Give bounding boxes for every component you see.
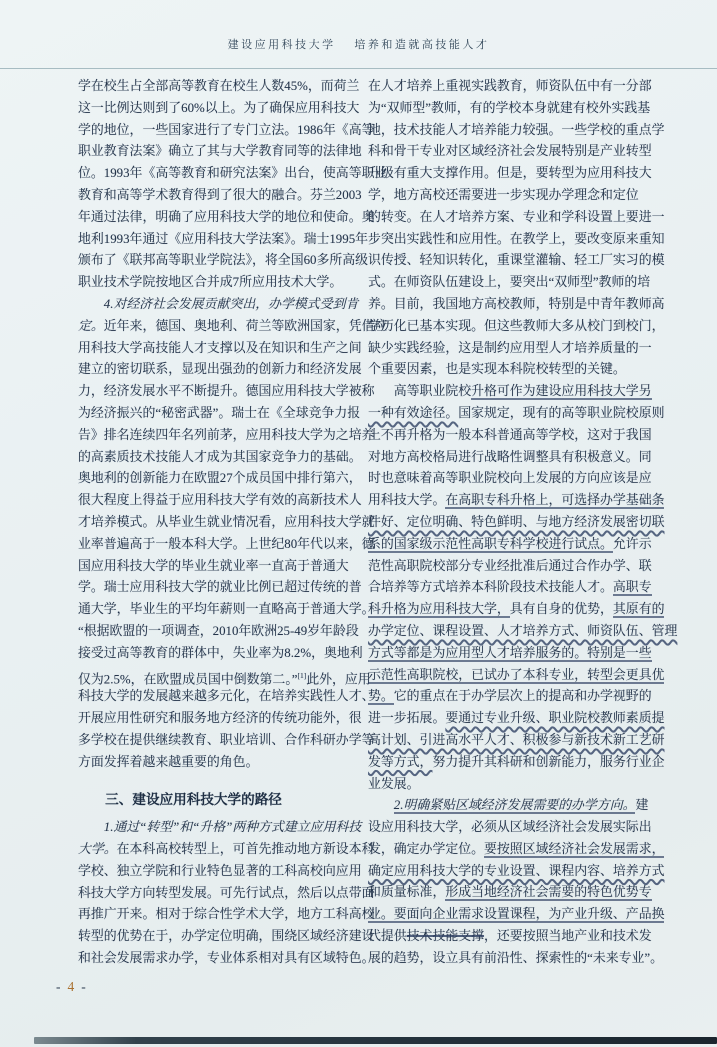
text-line <box>368 556 660 578</box>
text-line <box>368 120 665 142</box>
text-line <box>78 185 362 207</box>
text-segment: 式。在师资队伍建设上，要突出“双师型”教师的培 <box>368 275 651 290</box>
text-line <box>368 774 660 796</box>
text-line <box>78 665 371 687</box>
text-line <box>368 599 665 621</box>
text-line <box>368 403 665 425</box>
text-segment: 业发展。 <box>368 776 420 791</box>
text-line <box>368 643 660 665</box>
text-segment: 进一步拓展。 <box>368 711 446 726</box>
text-segment: 年通过法律，明确了应用科技大学的地位和使命。奥 <box>78 209 375 224</box>
text-line <box>78 403 362 425</box>
pen-underlined-text: 一种有效途径。 <box>368 405 459 420</box>
text-segment: 和质量标准， <box>368 885 446 900</box>
text-segment: 升级有重大支撑作用。但是，要转型为应用科技大 <box>368 166 652 181</box>
text-segment: 范性高职院校部分专业经批准后通过合作办学、联 <box>368 558 652 573</box>
text-line <box>78 98 362 120</box>
pen-underlined-text: 形成当地经济社会需要的特色优势专 <box>445 885 652 900</box>
text-segment: 的高素质技术技能人才成为其国家竞争力的基础。 <box>78 449 362 464</box>
text-segment: 科和骨干专业对区域经济社会发展特别是产业转型 <box>368 144 652 159</box>
text-segment: 用科技大学。 <box>368 493 446 508</box>
text-line <box>368 229 665 251</box>
text-line <box>78 861 362 883</box>
text-line <box>78 381 375 403</box>
pen-underlined-text: 特别是一些 <box>587 645 652 660</box>
text-line <box>368 359 660 381</box>
pen-underlined-text: 确定应用科技大学的专业设置、课程内容、培养方式 <box>368 863 665 878</box>
pen-underlined-text: 件好、定位明确、特色鲜明、与地方经济发展密切联 <box>368 514 665 529</box>
text-segment: 三、建设应用科技大学的路径 <box>78 791 282 807</box>
text-segment: 国家规定，现有的高等职业院校原则 <box>458 405 665 420</box>
text-segment: 的转变。在人才培养方案、专业和学科设置上要进一 <box>368 209 665 224</box>
text-segment: 时也意味着高等职业院校向上发展的方向应该是应 <box>368 471 652 486</box>
text-segment: 用科技大学高技能人才支撑以及在知识和生产之间 <box>78 340 362 355</box>
text-line <box>78 752 362 774</box>
text-segment: “根据欧盟的一项调查，2010年欧洲25-49岁年龄段 <box>78 623 359 638</box>
text-line <box>78 250 369 272</box>
text-segment: 发，确定办学定位。 <box>368 841 485 856</box>
text-segment: 学。瑞士应用科技大学的就业比例已超过传统的普 <box>78 580 362 595</box>
text-line <box>368 272 660 294</box>
text-line <box>368 250 665 272</box>
text-line <box>78 425 375 447</box>
text-segment: 识传授、轻知识转化，重课堂灌输、轻工厂实习的模 <box>368 253 665 268</box>
text-line <box>368 294 665 316</box>
pen-struck-text: 技术技能支撑 <box>406 929 485 944</box>
text-segment: 奥地利的创新能力在欧盟27个成员国中排行第六， <box>78 471 362 486</box>
page-number-suffix: - <box>81 979 87 994</box>
text-line <box>368 861 665 883</box>
text-line <box>368 163 660 185</box>
text-segment: 通大学，毕业生的平均年薪则一直略高于普通大学。 <box>78 602 375 617</box>
text-line <box>78 577 362 599</box>
text-segment: 再推广开来。相对于综合性学术大学，地方工科高校 <box>78 907 375 922</box>
text-segment: 设应用科技大学，必须从区域经济社会发展实际出 <box>368 820 652 835</box>
text-line <box>78 229 369 251</box>
text-line <box>368 468 660 490</box>
text-line <box>78 686 375 708</box>
pen-underlined-text: 科升格为应用科技大学， <box>368 602 510 617</box>
text-line <box>78 468 362 490</box>
text-line <box>368 185 660 207</box>
text-segment: 4.对经济社会发展贡献突出，办学模式受到肯 <box>103 296 359 311</box>
text-line <box>78 447 362 469</box>
text-segment: 多学校在提供继续教育、职业培训、合作科研办学等 <box>78 732 375 747</box>
text-line <box>368 752 665 774</box>
text-segment: 步突出实践性和应用性。在教学上，要改变原来重知 <box>368 231 665 246</box>
pen-underlined-text: 2.明确紧贴区域经济发展需要的办学方向。 <box>393 798 636 813</box>
text-line <box>368 512 665 534</box>
pen-underlined-text: 升格可作为建设应用科技大学另 <box>471 384 652 399</box>
text-line <box>368 447 660 469</box>
text-line <box>78 839 375 861</box>
text-line <box>368 839 665 861</box>
scan-bottom-edge-shadow <box>34 1037 717 1044</box>
text-segment: 对地方高校格局进行战略性调整具有积极意义。同 <box>368 449 652 464</box>
text-segment: 在本科高校转型上，可首先推动地方新设本科 <box>116 842 375 857</box>
text-line <box>78 948 375 970</box>
text-line <box>78 294 362 316</box>
text-segment: 此外，应用 <box>306 671 371 686</box>
pen-underlined-text: 办学定位、课程设置、人才培养方式、师资队伍、管理 <box>368 623 678 638</box>
page-number <box>56 979 87 995</box>
text-segment: 缺少实践经验，这是制约应用型人才培养质量的一 <box>368 340 652 355</box>
text-segment: 很大程度上得益于应用科技大学有效的高新技术人 <box>78 493 362 508</box>
text-line <box>368 708 665 730</box>
text-line <box>368 686 660 708</box>
text-line <box>78 338 362 360</box>
text-segment: 教育和高等学术教育得到了很大的融合。芬兰2003 <box>78 187 362 202</box>
text-line <box>78 207 375 229</box>
text-segment: 职业技术学院按地区合并成7所应用技术大学。 <box>78 275 343 290</box>
pen-underlined-text: 要按照区域经济社会发展需求， <box>484 841 665 856</box>
text-segment: 业率普遍高于一般本科大学。上世纪80年代以来，德 <box>78 536 375 551</box>
running-header: 建设应用科技大学 培养和造就高技能人才 <box>227 39 490 51</box>
text-segment: 仅为2.5%，在欧盟成员国中倒数第二。” <box>78 671 298 686</box>
text-line <box>78 534 375 556</box>
text-segment: 开展应用性研究和服务地方经济的传统功能外，很 <box>78 711 362 726</box>
text-line <box>368 621 678 643</box>
text-segment: 近年来，德国、奥地利、荷兰等欧洲国家，凭借应 <box>103 318 388 333</box>
text-segment: 学在校生占全部高等教育在校生人数45%，而荷兰 <box>78 79 360 93</box>
text-line <box>78 163 388 185</box>
text-segment: 建 <box>635 798 649 813</box>
pen-underlined-text: 系的国家级示范性高职专科学校进行试点。 <box>368 536 613 551</box>
page-number-value: 4 <box>67 979 76 994</box>
text-segment: 颁布了《联邦高等职业学院法》，将全国60多所高级 <box>78 253 369 268</box>
text-segment: 学的地位，一些国家进行了专门立法。1986年《高等 <box>78 122 375 137</box>
text-segment: 告》排名连续四年名列前茅，应用科技大学为之培养 <box>78 427 375 442</box>
text-line <box>368 948 664 970</box>
footnote-marker: [1] <box>297 670 307 680</box>
text-line <box>368 76 660 98</box>
text-line <box>368 316 665 338</box>
text-segment: 接受过高等教育的群体中，失业率为8.2%，奥地利 <box>78 645 363 660</box>
text-segment: 科技大学方向转型发展。可先行试点，然后以点带面 <box>78 885 375 900</box>
text-segment: 具有自身的优势， <box>509 602 613 617</box>
text-segment: 方面发挥着越来越重要的角色。 <box>78 754 259 769</box>
text-segment: 国应用科技大学的毕业生就业率一直高于普通大 <box>78 558 349 573</box>
text-segment: ，还要按照当地产业和技术发 <box>484 929 652 944</box>
text-line <box>78 141 362 163</box>
text-line <box>368 490 665 512</box>
text-segment <box>78 820 104 834</box>
text-segment: 地，技术技能人才培养能力较强。一些学校的重点学 <box>368 122 665 137</box>
text-line <box>78 316 388 338</box>
text-line <box>78 120 375 142</box>
text-line <box>78 883 375 905</box>
text-line <box>78 730 375 752</box>
pen-underlined-text: 在高职专科升格上，可选择办学基础条 <box>445 493 665 508</box>
text-line <box>368 926 660 948</box>
text-line <box>368 338 660 360</box>
text-line <box>78 556 362 578</box>
text-segment: 1.通过“转型”和“升格”两种方式建立应用科技 <box>103 820 362 835</box>
text-line <box>78 512 375 534</box>
text-segment: 才培养模式。从毕业生就业情况看，应用科技大学就 <box>78 514 375 529</box>
text-line <box>368 665 665 687</box>
text-segment: 位。1993年《高等教育和研究法案》出台，使高等职业 <box>78 166 388 181</box>
text-line <box>78 926 375 948</box>
section-heading <box>78 789 362 811</box>
text-segment: 职业教育法案》确立了其与大学教育同等的法律地 <box>78 144 362 159</box>
text-segment <box>368 798 394 812</box>
text-segment: 力，经济发展水平不断提升。德国应用科技大学被称 <box>78 384 375 399</box>
text-line <box>78 359 362 381</box>
text-segment: 在人才培养上重视实践教育，师资队伍中有一分部 <box>368 79 652 93</box>
pen-underlined-text: 其原有的 <box>612 602 665 617</box>
text-segment: 它的重点在于办学层次上的提高和办学视野的 <box>393 689 652 704</box>
pen-underlined-text: 发等方式， <box>368 754 433 769</box>
pen-underlined-text: 高计划、引进高水平人才、积极参与新技术新工艺研 <box>368 732 665 747</box>
text-segment: 合培养等方式培养本科阶段技术技能人才。 <box>368 580 613 595</box>
text-segment: 定。 <box>78 318 104 333</box>
text-segment: 高等职业院校 <box>368 384 472 399</box>
pen-underlined-text: 示范性高职院校，已试办了本科专业，转型会更具优 <box>368 667 665 682</box>
pen-underlined-text: 方式等都是为应用型人才培养服务的。 <box>368 645 588 660</box>
page-number-prefix: - <box>56 979 62 994</box>
header-divider-rule <box>0 68 717 69</box>
text-line <box>78 490 362 512</box>
text-segment: 学历化已基本实现。但这些教师大多从校门到校门， <box>368 318 665 333</box>
text-segment: 个重要因素，也是实现本科院校转型的关键。 <box>368 362 626 377</box>
text-line <box>78 817 362 839</box>
text-segment: 建立的密切联系，显现出强劲的创新力和经济发展 <box>78 362 362 377</box>
pen-underlined-text: 要通过专业升级、职业院校教师素质提 <box>445 711 665 726</box>
text-line <box>368 577 660 599</box>
text-line <box>78 904 375 926</box>
text-segment: 科技大学的发展越来越多元化，在培养实践性人才、 <box>78 689 375 704</box>
text-line <box>78 76 362 98</box>
text-segment: 上不再升格为一般本科普通高等学校，这对于我国 <box>368 427 652 442</box>
text-line <box>368 534 660 556</box>
text-segment: 为“双师型”教师，有的学校本身就建有校外实践基 <box>368 100 651 115</box>
text-segment: 努力提升其科研和创新能力，服务行业企 <box>432 754 665 769</box>
text-line <box>368 904 665 926</box>
text-segment: 代提供 <box>368 929 407 944</box>
right-text-column <box>368 76 678 970</box>
text-line <box>78 272 362 294</box>
text-line <box>368 98 660 120</box>
text-line <box>368 141 660 163</box>
text-line <box>368 730 665 752</box>
pen-underlined-text: 业。要面向企业需求设置课程，为产业升级、产品换 <box>368 907 665 922</box>
text-segment: 转型的优势在于，办学定位明确，围绕区域经济建设 <box>78 929 375 944</box>
text-line <box>368 425 660 447</box>
text-line <box>368 795 660 817</box>
text-line <box>78 621 362 643</box>
text-segment: 允许示 <box>612 536 652 551</box>
text-line <box>78 599 375 621</box>
text-segment: 地利1993年通过《应用科技大学法案》。瑞士1995年 <box>78 231 369 246</box>
text-line <box>78 708 362 730</box>
text-segment: 这一比例达则到了60%以上。为了确保应用科技大 <box>78 100 360 115</box>
text-segment: 和社会发展需求办学，专业体系相对具有区域特色。 <box>78 951 375 966</box>
text-line <box>368 207 665 229</box>
pen-underlined-text: 高职专 <box>612 580 652 595</box>
text-line <box>78 643 362 665</box>
text-segment: 为经济振兴的“秘密武器”。瑞士在《全球竞争力报 <box>78 405 361 420</box>
text-segment: 展的趋势，设立具有前沿性、探索性的“未来专业”。 <box>368 950 664 965</box>
text-segment <box>78 297 104 311</box>
text-segment: 学，地方高校还需要进一步实现办学理念和定位 <box>368 187 639 202</box>
text-segment: 养。目前，我国地方高校教师，特别是中青年教师高 <box>368 296 665 311</box>
text-segment: 大学。 <box>78 842 117 857</box>
pen-underlined-text: 势。 <box>368 689 394 704</box>
text-segment: 学校、独立学院和行业特色显著的工科高校向应用 <box>78 863 362 878</box>
text-line <box>368 381 660 403</box>
text-line <box>368 817 660 839</box>
text-line <box>368 882 660 904</box>
